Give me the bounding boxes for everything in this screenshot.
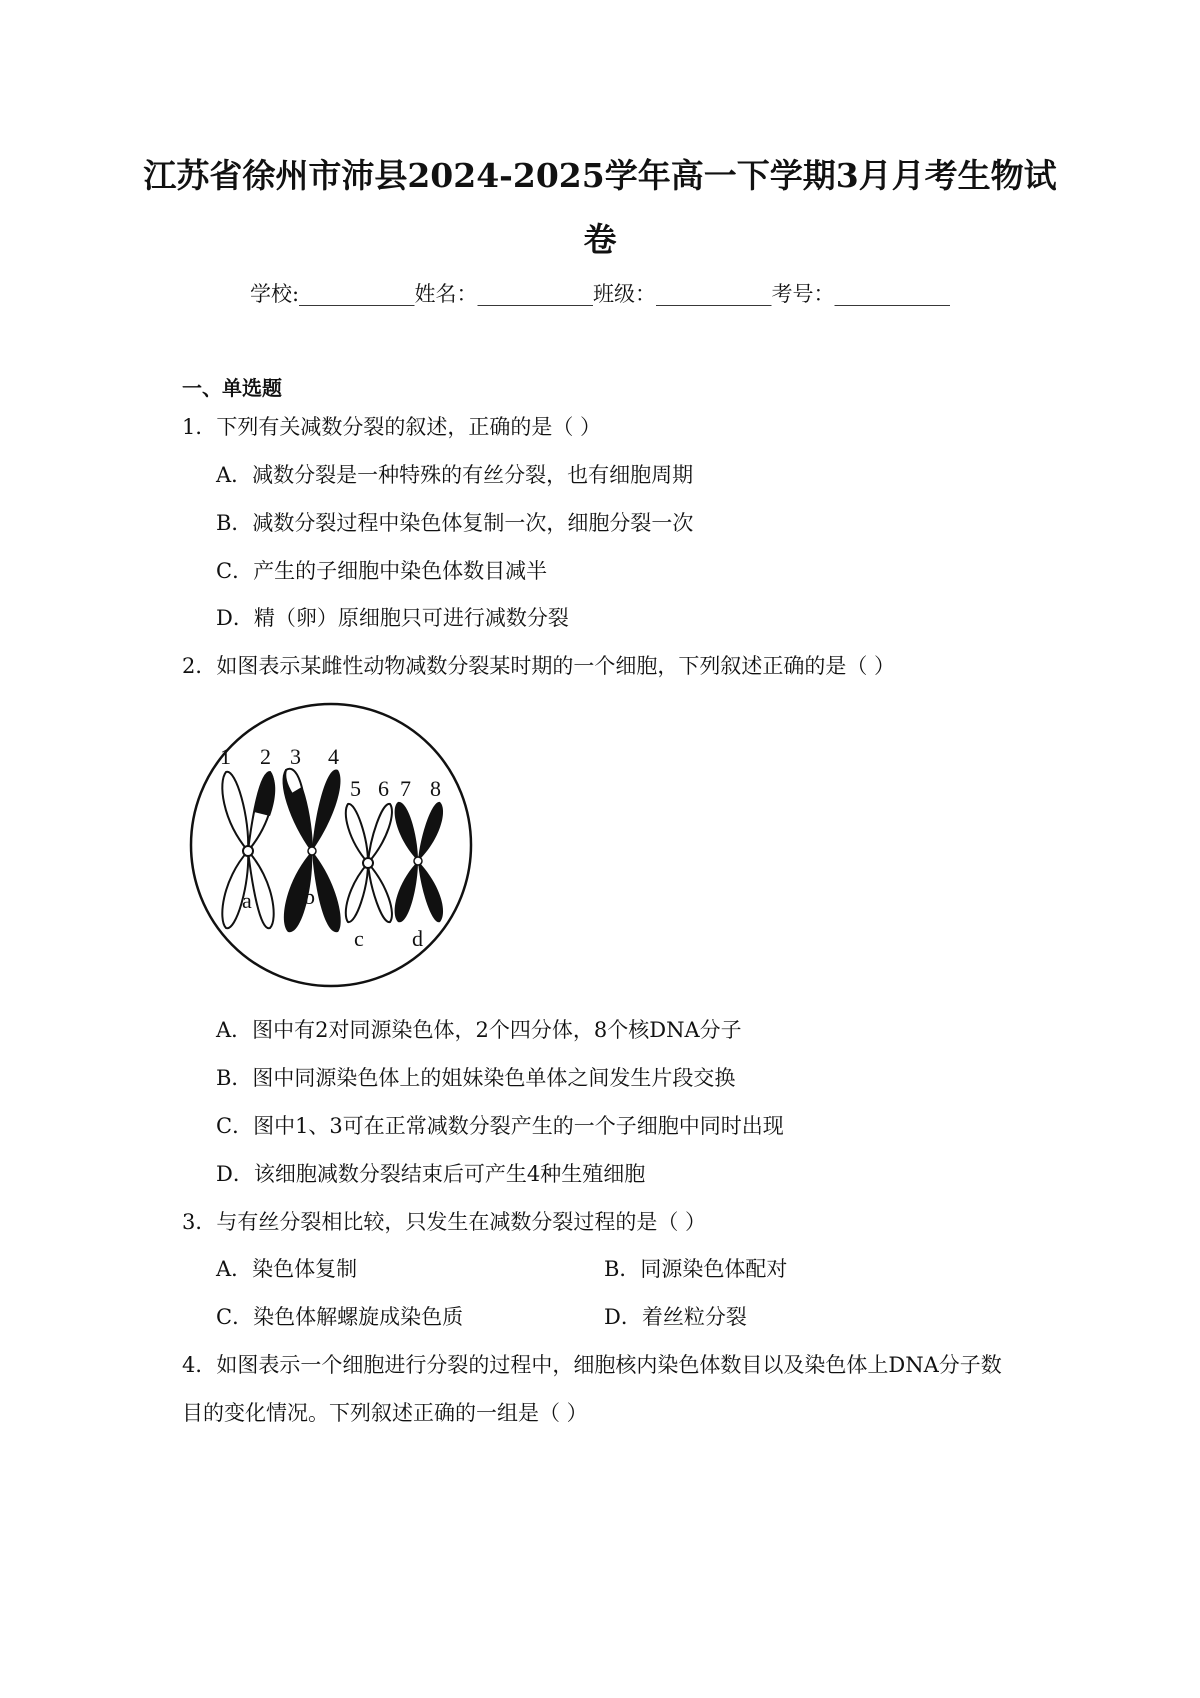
question-2-stem: 2．如图表示某雌性动物减数分裂某时期的一个细胞，下列叙述正确的是（ ） bbox=[182, 654, 896, 678]
question-1-option-a: A．减数分裂是一种特殊的有丝分裂，也有细胞周期 bbox=[216, 463, 694, 487]
label-a: a bbox=[242, 888, 252, 913]
question-3-option-c: C．染色体解螺旋成染色质 bbox=[216, 1305, 464, 1329]
question-3-stem: 3．与有丝分裂相比较，只发生在减数分裂过程的是（ ） bbox=[182, 1210, 707, 1234]
label-1: 1 bbox=[220, 744, 231, 769]
question-3-option-a: A．染色体复制 bbox=[216, 1257, 358, 1281]
question-2-option-d: D．该细胞减数分裂结束后可产生4种生殖细胞 bbox=[216, 1162, 646, 1186]
question-1-option-d: D．精（卵）原细胞只可进行减数分裂 bbox=[216, 606, 569, 630]
question-4-stem: 4．如图表示一个细胞进行分裂的过程中，细胞核内染色体数目以及染色体上DNA分子数 bbox=[182, 1353, 1002, 1377]
question-3-option-d: D．着丝粒分裂 bbox=[604, 1305, 747, 1329]
cell-chromosome-figure bbox=[186, 700, 476, 990]
student-info-line: 学校:___________姓名：___________班级：___________考号：___________ bbox=[249, 282, 951, 306]
question-2-option-a: A．图中有2对同源染色体，2个四分体，8个核DNA分子 bbox=[216, 1018, 742, 1042]
label-3: 3 bbox=[290, 744, 301, 769]
section-heading: 一、单选题 bbox=[182, 376, 282, 400]
question-1-stem: 1．下列有关减数分裂的叙述，正确的是（ ） bbox=[182, 415, 602, 439]
label-8: 8 bbox=[430, 776, 441, 801]
label-b: b bbox=[304, 884, 315, 909]
question-4-stem-continued: 目的变化情况。下列叙述正确的一组是（ ） bbox=[182, 1401, 588, 1425]
page-title-continued: 卷 bbox=[583, 220, 617, 259]
question-1-option-c: C．产生的子细胞中染色体数目减半 bbox=[216, 559, 548, 583]
page-title: 江苏省徐州市沛县2024-2025学年高一下学期3月月考生物试 bbox=[143, 156, 1057, 195]
label-c: c bbox=[354, 926, 364, 951]
question-1-option-b: B．减数分裂过程中染色体复制一次，细胞分裂一次 bbox=[216, 511, 694, 535]
label-4: 4 bbox=[328, 744, 339, 769]
question-2-option-c: C．图中1、3可在正常减数分裂产生的一个子细胞中同时出现 bbox=[216, 1114, 784, 1138]
label-7: 7 bbox=[400, 776, 411, 801]
label-5: 5 bbox=[350, 776, 361, 801]
label-d: d bbox=[412, 926, 423, 951]
question-2-option-b: B．图中同源染色体上的姐妹染色单体之间发生片段交换 bbox=[216, 1066, 736, 1090]
question-3-option-b: B．同源染色体配对 bbox=[604, 1257, 788, 1281]
chromosome-pair-c bbox=[346, 804, 392, 922]
chromosome-pair-d bbox=[395, 802, 443, 922]
label-2: 2 bbox=[260, 744, 271, 769]
label-6: 6 bbox=[378, 776, 389, 801]
